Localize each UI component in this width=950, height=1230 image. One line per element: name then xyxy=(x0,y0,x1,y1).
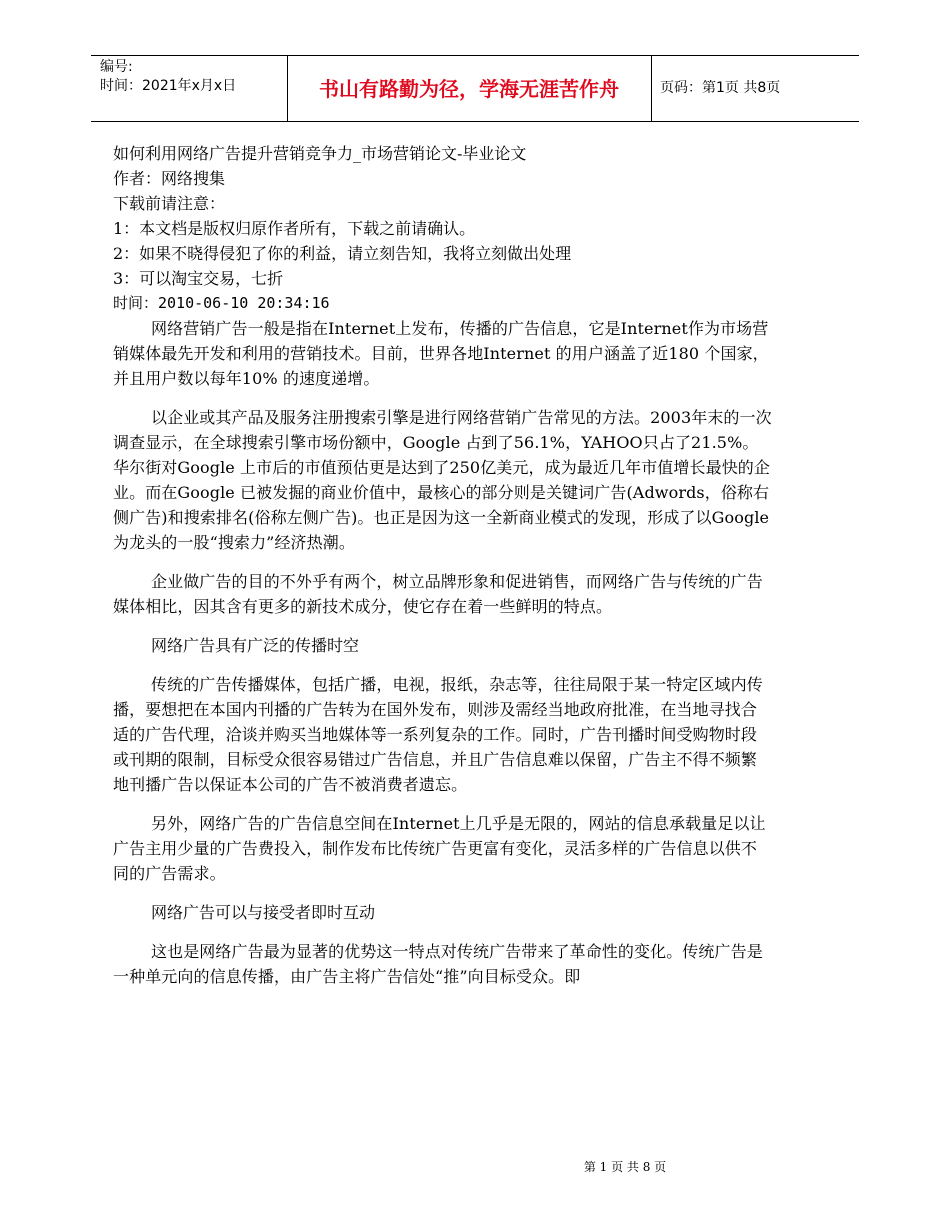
doc-paragraph: 另外，网络广告的广告信息空间在Internet上几乎是无限的，网站的信息承载量足以让广告主用少量的广告费投入，制作发布比传统广告更富有变化，灵活多样的广告信息以供不同的广告需求。 xyxy=(113,814,766,883)
section-heading: 网络广告可以与接受者即时互动 xyxy=(151,903,376,922)
doc-notice-item: 3：可以淘宝交易，七折 xyxy=(113,269,284,288)
header-number-label: 编号: xyxy=(100,59,133,75)
header-divider-right xyxy=(651,55,652,121)
doc-paragraph: 网络营销广告一般是指在Internet上发布，传播的广告信息，它是Internet作为市场营销媒体最先开发和利用的营销技术。目前，世界各地Internet 的用户涵盖了近180 个国家，并且用户数以每年10% 的速度递增。 xyxy=(113,319,769,388)
doc-title: 如何利用网络广告提升营销竞争力_市场营销论文-毕业论文 xyxy=(113,144,527,163)
document-body xyxy=(113,141,773,999)
page-footer: 第 1 页 共 8 页 xyxy=(583,1160,667,1174)
doc-time: 时间：2010-06-10 20:34:16 xyxy=(113,294,330,312)
doc-notice-item: 1：本文档是版权归原作者所有，下载之前请确认。 xyxy=(113,219,476,238)
header-motto: 书山有路勤为径，学海无涯苦作舟 xyxy=(319,77,619,101)
header-page-label: 页码：第1页 共8页 xyxy=(660,80,781,96)
section-heading: 网络广告具有广泛的传播时空 xyxy=(151,636,360,655)
doc-notice-item: 2：如果不晓得侵犯了你的利益，请立刻告知，我将立刻做出处理 xyxy=(113,244,572,263)
doc-author: 作者：网络搜集 xyxy=(113,169,226,188)
header-time-label: 时间：2021年x月x日 xyxy=(100,78,237,94)
header-top-rule xyxy=(91,55,859,56)
doc-paragraph: 传统的广告传播媒体，包括广播，电视，报纸，杂志等，往往局限于某一特定区域内传播，要想把在本国内刊播的广告转为在国外发布，则涉及需经当地政府批准，在当地寻找合适的广告代理，洽谈并购买当地媒体等一系列复杂的工作。同时，广告刊播时间受购物时段或刊期的限制，目标受众很容易错过广告信息，并且广告信息难以保留，广告主不得不频繁地刊播广告以保证本公司的广告不被消费者遗忘。 xyxy=(113,675,763,794)
doc-notice-heading: 下载前请注意： xyxy=(113,194,226,213)
header-meta xyxy=(100,58,236,96)
doc-paragraph: 这也是网络广告最为显著的优势这一特点对传统广告带来了革命性的变化。传统广告是一种单元向的信息传播，由广告主将广告信处“推”向目标受众。即 xyxy=(113,942,763,986)
doc-paragraph: 企业做广告的目的不外乎有两个，树立品牌形象和促进销售，而网络广告与传统的广告媒体相比，因其含有更多的新技术成分，使它存在着一些鲜明的特点。 xyxy=(113,572,763,616)
header-bottom-rule xyxy=(91,121,859,122)
doc-paragraph: 以企业或其产品及服务注册搜索引擎是进行网络营销广告常见的方法。2003年末的一次调查显示，在全球搜索引擎市场份额中，Google 占到了56.1%，YAHOO只占了21.5%。华尔街对Google 上市后的市值预估更是达到了250亿美元，成为最近几年市值增长最快的企业。而在Google 已被发掘的商业价值中，最核心的部分则是关键词广告(Adwords，俗称右侧广告)和搜索排名(俗称左侧广告)。也正是因为这一全新商业模式的发现，形成了以Google为龙头的一股“搜索力”经济热潮。 xyxy=(113,408,772,552)
